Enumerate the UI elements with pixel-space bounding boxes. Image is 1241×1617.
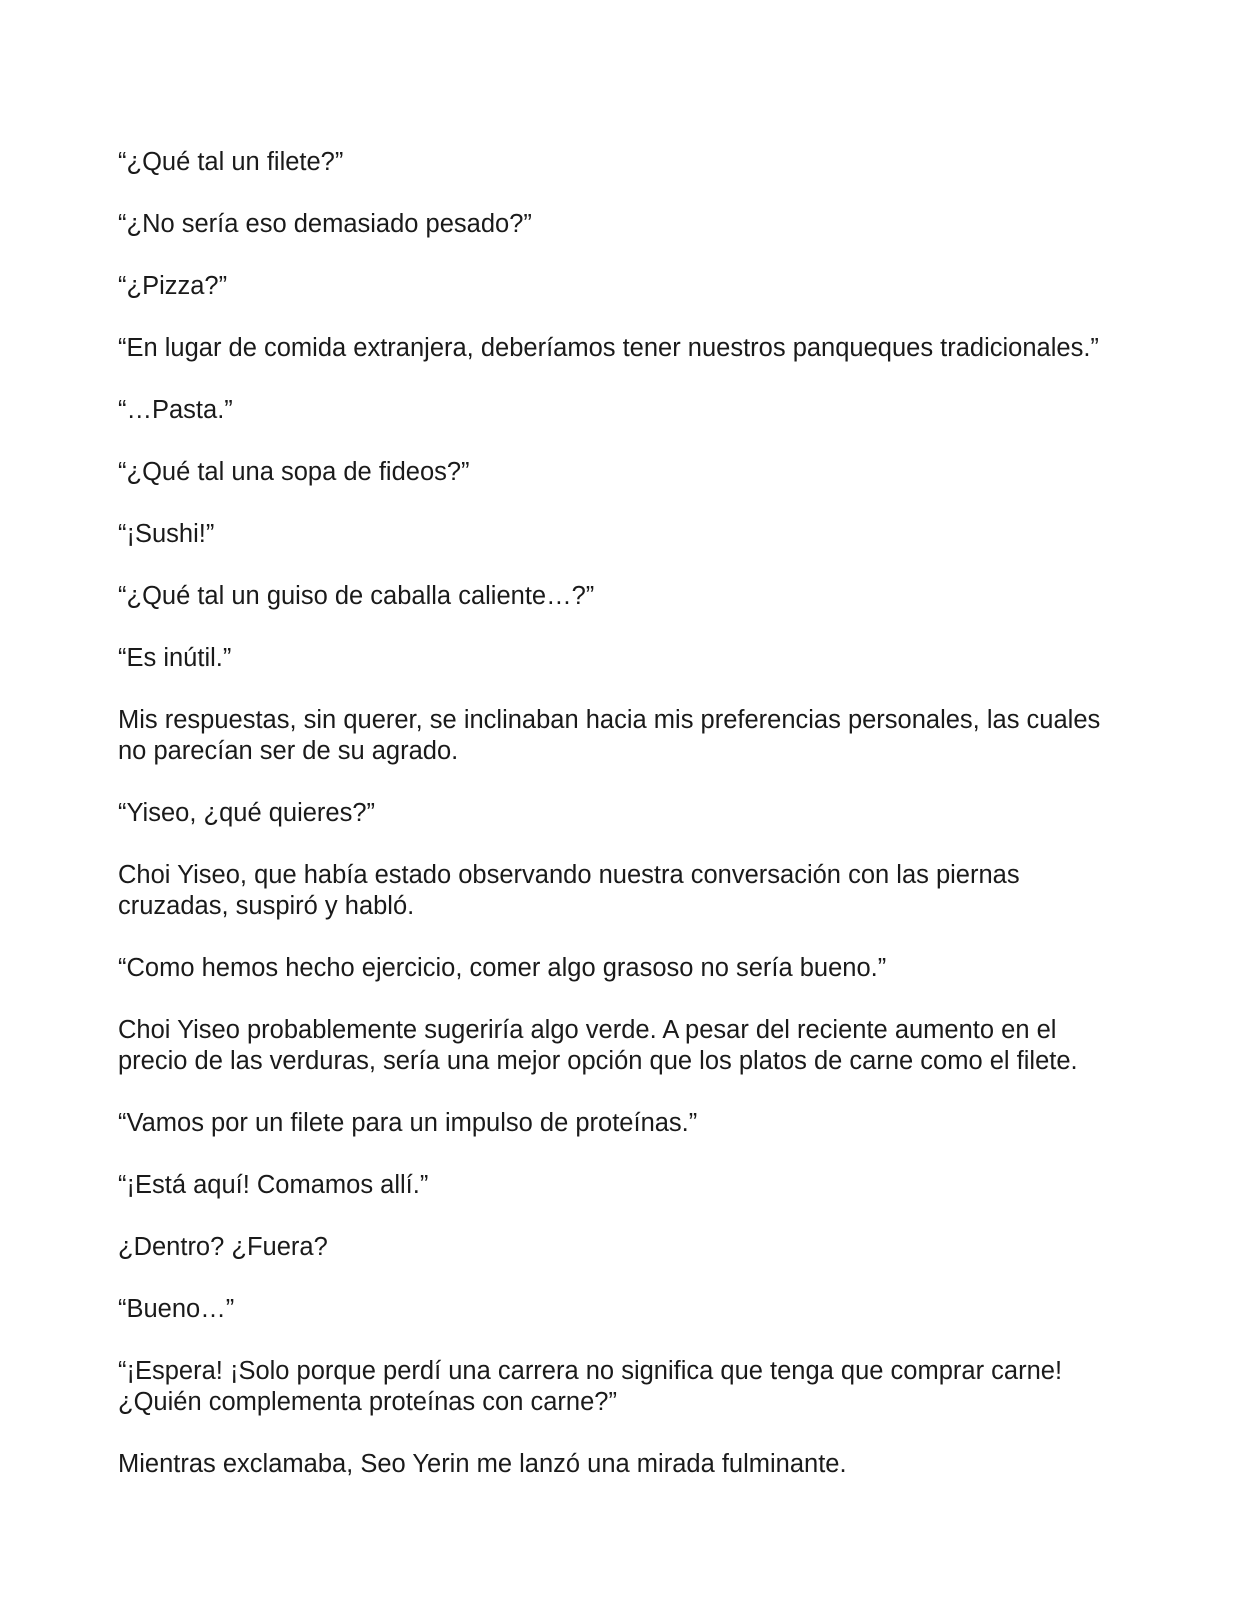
paragraph: “¡Sushi!” — [118, 520, 215, 548]
paragraph: “¿Qué tal un filete?” — [118, 148, 344, 176]
paragraph: “¡Está aquí! Comamos allí.” — [118, 1171, 429, 1199]
paragraph: “…Pasta.” — [118, 396, 233, 424]
paragraph: “¿No sería eso demasiado pesado?” — [118, 210, 532, 238]
paragraph: Mis respuestas, sin querer, se inclinaban hacia mis preferencias personales, las cuales no parecían ser de su agrado. — [118, 706, 1101, 765]
paragraph: “¿Pizza?” — [118, 272, 228, 300]
paragraph: “Como hemos hecho ejercicio, comer algo grasoso no sería bueno.” — [118, 954, 887, 982]
document-body — [118, 147, 1128, 1511]
paragraph: Choi Yiseo, que había estado observando nuestra conversación con las piernas cruzadas, suspiró y habló. — [118, 861, 1020, 920]
paragraph: “¿Qué tal un guiso de caballa caliente…?” — [118, 582, 595, 610]
paragraph: “Es inútil.” — [118, 644, 232, 672]
paragraph: “Vamos por un filete para un impulso de proteínas.” — [118, 1109, 698, 1137]
paragraph: ¿Dentro? ¿Fuera? — [118, 1233, 328, 1261]
paragraph: “En lugar de comida extranjera, deberíamos tener nuestros panqueques tradicionales.” — [118, 334, 1099, 362]
paragraph: “¿Qué tal una sopa de fideos?” — [118, 458, 470, 486]
paragraph: Mientras exclamaba, Seo Yerin me lanzó una mirada fulminante. — [118, 1450, 847, 1478]
paragraph: “Bueno…” — [118, 1295, 235, 1323]
paragraph: Choi Yiseo probablemente sugeriría algo verde. A pesar del reciente aumento en el precio de las verduras, sería una mejor opción que los platos de carne como el filete. — [118, 1016, 1078, 1075]
paragraph: “Yiseo, ¿qué quieres?” — [118, 799, 376, 827]
paragraph: “¡Espera! ¡Solo porque perdí una carrera no significa que tenga que comprar carne! ¿Quién complementa proteínas con carne?” — [118, 1357, 1063, 1416]
